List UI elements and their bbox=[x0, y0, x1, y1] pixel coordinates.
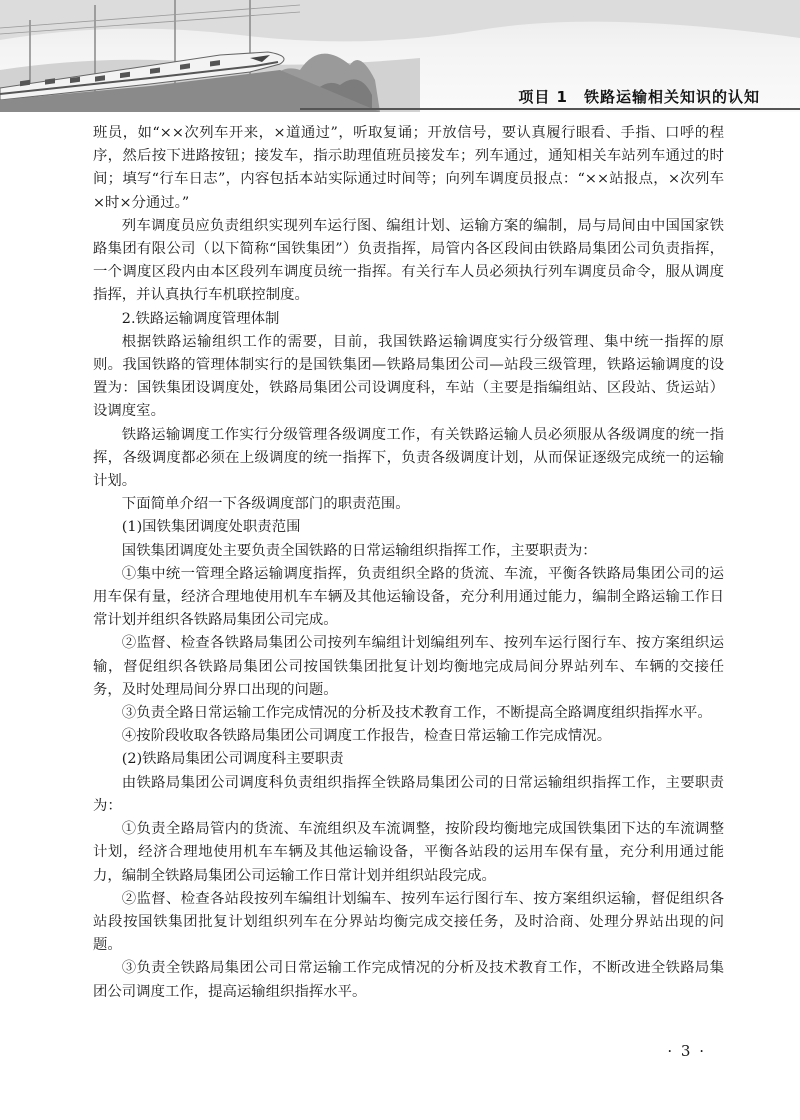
paragraph: 根据铁路运输组织工作的需要，目前，我国铁路运输调度实行分级管理、集中统一指挥的原则。我国铁路的管理体制实行的是国铁集团—铁路局集团公司—站段三级管理，铁路运输调度的设置为：国铁集团设调度处，铁路局集团公司设调度科，车站（主要是指编组站、区段站、货运站）设调度室。 bbox=[93, 333, 724, 420]
page-header bbox=[0, 0, 800, 112]
paragraph: 下面简单介绍一下各级调度部门的职责范围。 bbox=[121, 496, 410, 513]
list-item: ④按阶段收取各铁路局集团公司调度工作报告，检查日常运输工作完成情况。 bbox=[121, 728, 612, 745]
header-divider bbox=[300, 108, 800, 110]
paragraph: 班员，如“××次列车开来，×道通过”，听取复诵；开放信号，要认真履行眼看、手指、口呼的程序，然后按下进路按钮；接发车，指示助理值班员接发车；列车通过，通知相关车站列车通过的时间；填写“行车日志”，内容包括本站实际通过时间等；向列车调度员报点：“××站报点，×次列车×时×分通过。” bbox=[93, 125, 724, 211]
subsection-heading: (2)铁路局集团公司调度科主要职责 bbox=[121, 751, 344, 768]
paragraph: 列车调度员应负责组织实现列车运行图、编组计划、运输方案的编制，局与局间由中国国家铁路集团有限公司（以下简称“国铁集团”）负责指挥，局管内各区段间由铁路局集团公司负责指挥，一个调度区段内由本区段列车调度员统一指挥。有关行车人员必须执行列车调度员命令，服从调度指挥，并认真执行车机联控制度。 bbox=[93, 217, 724, 304]
list-item: ③负责全路日常运输工作完成情况的分析及技术教育工作，不断提高全路调度组织指挥水平。 bbox=[121, 705, 712, 722]
list-item: ②监督、检查各站段按列车编组计划编车、按列车运行图行车、按方案组织运输，督促组织各站段按国铁集团批复计划组织列车在分界站均衡完成交接任务，及时洽商、处理分界站出现的问题。 bbox=[93, 890, 724, 954]
list-item: ①负责全路局管内的货流、车流组织及车流调整，按阶段均衡地完成国铁集团下达的车流调整计划，经济合理地使用机车车辆及其他运输设备，平衡各站段的运用车保有量，充分利用通过能力，编制全铁路局集团公司运输工作日常计划并组织站段完成。 bbox=[93, 821, 724, 884]
list-item: ②监督、检查各铁路局集团公司按列车编组计划编组列车、按列车运行图行车、按方案组织运输，督促组织各铁路局集团公司按国铁集团批复计划均衡地完成局间分界站列车、车辆的交接任务，及时处理局间分界口出现的问题。 bbox=[93, 635, 724, 698]
page-number: · 3 · bbox=[667, 1042, 706, 1060]
chapter-title: 项目 1 铁路运输相关知识的认知 bbox=[518, 88, 760, 106]
paragraph: 由铁路局集团公司调度科负责组织指挥全铁路局集团公司的日常运输组织指挥工作，主要职责为： bbox=[93, 774, 724, 814]
paragraph: 国铁集团调度处主要负责全国铁路的日常运输组织指挥工作，主要职责为： bbox=[121, 542, 597, 559]
body-text bbox=[93, 122, 724, 1004]
section-heading: 2.铁路运输调度管理体制 bbox=[121, 310, 280, 327]
list-item: ③负责全铁路局集团公司日常运输工作完成情况的分析及技术教育工作，不断改进全铁路局集团公司调度工作，提高运输组织指挥水平。 bbox=[93, 960, 724, 1000]
paragraph: 铁路运输调度工作实行分级管理各级调度工作，有关铁路运输人员必须服从各级调度的统一指挥，各级调度都必须在上级调度的统一指挥下，负责各级调度计划，从而保证逐级完成统一的运输计划。 bbox=[93, 426, 724, 490]
list-item: ①集中统一管理全路运输调度指挥，负责组织全路的货流、车流，平衡各铁路局集团公司的运用车保有量，经济合理地使用机车车辆及其他运输设备，充分利用通过能力，编制全路运输工作日常计划并组织各铁路局集团公司完成。 bbox=[93, 565, 724, 629]
subsection-heading: (1)国铁集团调度处职责范围 bbox=[121, 519, 301, 536]
